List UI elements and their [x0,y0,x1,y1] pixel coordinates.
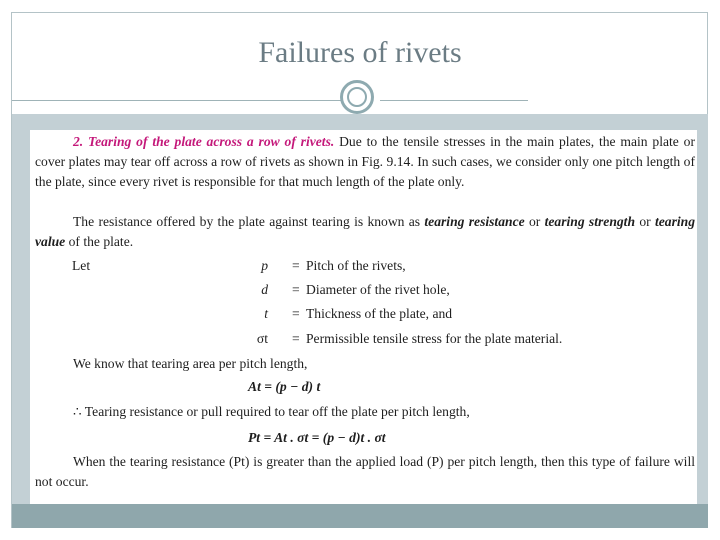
equals-sign: = [292,331,300,346]
content-right-band [697,130,708,504]
symbol-sigma-t: σt [256,331,268,346]
equals-sign: = [292,306,300,321]
symbol-p: p [261,258,268,273]
let-label: Let [72,258,91,273]
term-tearing-resistance: tearing resistance [424,214,525,229]
text-run: of the plate. [65,234,134,249]
title-divider-left [12,100,342,101]
term-tearing-value: tearing value [35,214,696,249]
content-top-band [12,114,708,130]
definition-thickness: Thickness of the plate, and [306,306,453,321]
tearing-resistance-intro: ∴ Tearing resistance or pull required to tear off the plate per pitch length, [73,404,470,419]
text-run: The resistance offered by the plate against tearing is known as [73,214,425,229]
title-divider-right [380,100,528,101]
paragraph-tearing-resistance [35,212,695,252]
equals-sign: = [292,258,300,273]
definition-stress: Permissible tensile stress for the plate material. [306,331,563,346]
paragraph-failure-condition: When the tearing resistance (Pt) is greater than the applied load (P) per pitch length, then this type of failure will not occur. [35,454,695,489]
definition-diameter: Diameter of the rivet hole, [306,282,450,297]
content-left-band [12,130,30,504]
ring-ornament-icon [340,80,374,114]
slide-footer-bar [12,504,708,528]
text-run: or [524,214,545,229]
formula-tearing-resistance: Pt = At . σt = (p − d)t . σt [248,430,386,445]
text-run: or [635,214,655,229]
section-heading: 2. Tearing of the plate across a row of rivets. [73,134,335,149]
formula-tearing-area: At = (p − d) t [248,379,321,394]
slide-title: Failures of rivets [258,36,462,69]
paragraph-tearing-body: Due to the tensile stresses in the main plates, the main plate or cover plates may tear off across a row of rivets as shown in Fig. 9.14. In such cases, we consider only one pitch length of the plate, since every rivet is responsible for that much length of the plate only. [35,134,695,189]
tearing-area-intro: We know that tearing area per pitch length, [73,356,308,371]
definition-pitch: Pitch of the rivets, [306,258,406,273]
textbook-excerpt [30,130,697,504]
paragraph-tearing-intro [35,132,695,192]
symbol-d: d [261,282,268,297]
symbol-t: t [264,306,268,321]
equals-sign: = [292,282,300,297]
term-tearing-strength: tearing strength [544,214,636,229]
